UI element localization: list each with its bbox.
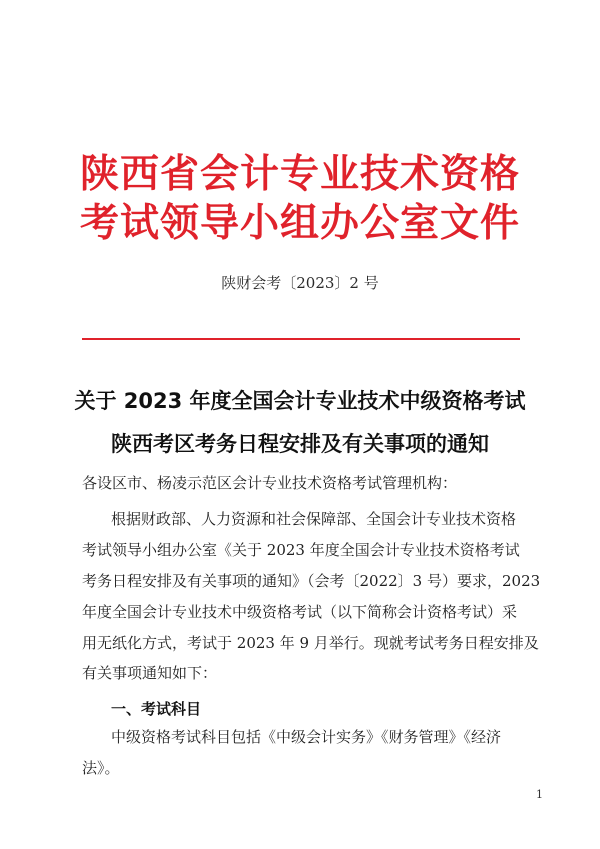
- paragraph-line: 根据财政部、人力资源和社会保障部、全国会计专业技术资格: [111, 510, 517, 528]
- page-number: 1: [536, 788, 543, 801]
- red-divider-line: [82, 338, 520, 340]
- notice-title-line1: 关于 2023 年度全国会计专业技术中级资格考试: [74, 389, 526, 413]
- paragraph-line: 法》。: [82, 759, 120, 777]
- paragraph-line: 考试领导小组办公室《关于 2023 年度全国会计专业技术资格考试: [82, 541, 520, 559]
- org-title-line1: 陕西省会计专业技术资格: [79, 151, 520, 197]
- document-number: 陕财会考〔2023〕2 号: [221, 274, 379, 292]
- paragraph-line: 年度全国会计专业技术中级资格考试（以下简称会计资格考试）采: [82, 603, 518, 621]
- addressee: 各设区市、杨凌示范区会计专业技术资格考试管理机构：: [82, 474, 458, 492]
- org-title-line2: 考试领导小组办公室文件: [79, 200, 520, 246]
- paragraph-line: 有关事项通知如下：: [82, 664, 218, 682]
- section-heading: 一、考试科目: [111, 700, 202, 718]
- notice-title-line2: 陕西考区考务日程安排及有关事项的通知: [111, 432, 489, 456]
- paragraph-line: 中级资格考试科目包括《中级会计实务》《财务管理》《经济: [111, 728, 502, 746]
- paragraph-line: 考务日程安排及有关事项的通知》（会考〔2022〕3 号）要求，2023: [82, 572, 541, 590]
- paragraph-line: 用无纸化方式，考试于 2023 年 9 月举行。现就考试考务日程安排及: [82, 634, 539, 652]
